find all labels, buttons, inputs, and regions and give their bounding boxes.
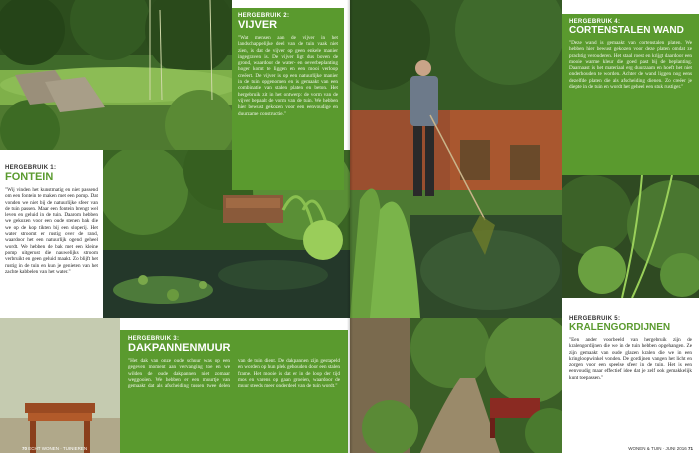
- tip-cortenstalen-title: CORTENSTALEN WAND: [569, 25, 684, 36]
- photo-bead-curtains: [562, 175, 699, 298]
- tip-dakpannen-kicker: HERGEBRUIK 3:: [128, 336, 180, 342]
- tip-dakpannen-text: "Het dak van onze oude schuur was op een gegeven moment aan vervanging toe en we wilden de oude dakpannen niet zomaar weggooien. We hebben er een muurtje van gemaakt dat als afscheiding tussen twee delen van de tuin dient. De dakpannen zijn gestapeld en worden op hun plek gehouden door een stalen frame. Het mooie is dat er in de loop der tijd mos en varens op gaan groeien, waardoor de muur steeds meer onderdeel van de tuin wordt.": [128, 358, 340, 390]
- tip-vijver-kicker: HERGEBRUIK 2:: [238, 13, 290, 19]
- tip-fontein-title: FONTEIN: [5, 171, 54, 183]
- right-page-number: 71: [687, 446, 693, 451]
- photo-lawn-loungers: [0, 0, 232, 150]
- tip-dakpannen-title: DAKPANNENMUUR: [128, 342, 231, 354]
- tip-vijver: [232, 8, 344, 190]
- tip-kralen: [562, 310, 699, 445]
- right-page-footer: [628, 446, 693, 451]
- tip-fontein-kicker: HERGEBRUIK 1:: [5, 165, 57, 171]
- tip-dakpannen: [120, 330, 348, 453]
- tip-cortenstalen-text: "Deze wand is gemaakt van cortenstalen platen. We hebben hier bewust gekozen voor deze platen omdat ze prachtig verouderen. Het staal roest en krijgt daardoor een mooie warme kleur die goed past bij de beplanting. Daarnaast is het materiaal erg duurzaam en hoeft het niet onderhouden te worden. Achter de wand liggen nog eens dezelfde platen die als afscheiding dienen. Zo creëer je diepte in de tuin en wordt het geheel een stuk rustiger.": [569, 40, 692, 91]
- right-page-footer-text: WONEN & TUIN · JUNI 2016: [628, 446, 687, 451]
- photo-tile-table: [0, 318, 120, 453]
- tip-fontein-text: "Wij vinden het kunstmatig en niet passend om een fontein te maken met een pomp. Dat vonden we niet bij de natuurlijke sfeer van de tuin passen. Maar een fontein brengt wel leven en geluid in de tuin. Daarom hebben we gekozen voor een oude stenen bak die we op de kop tikten bij een sloperij. Het water stroomt er rustig over de rand, waardoor het een natuurlijk ogend geheel wordt. We hebben de bak met een kleine pomp uitgerust die nauwelijks stroom verbruikt en geen geluid maakt. Zo blijft het rustig in de tuin en kun je genieten van het zachte kabbelen van het water.": [5, 187, 98, 275]
- tip-cortenstalen-kicker: HERGEBRUIK 4:: [569, 19, 621, 25]
- left-page-footer-text: ECHT WONEN · TUINIEREN: [28, 446, 88, 451]
- tip-vijver-title: VIJVER: [238, 19, 278, 31]
- spine-shadow: [347, 0, 353, 453]
- tip-cortenstalen: [562, 14, 699, 175]
- tip-fontein: [0, 160, 103, 318]
- left-page-footer: [22, 446, 87, 451]
- tip-kralen-text: "Een ander voorbeeld van hergebruik zijn de kralengordijnen die we in de tuin hebben opgehangen. Ze zijn gemaakt van oude glazen kralen die we in een kringloopwinkel vonden. De gordijnen vangen het licht en zorgen voor een speelse sfeer in de tuin. Het is een eenvoudig maar effectief idee dat je zelf ook gemakkelijk kunt toepassen.": [569, 337, 692, 381]
- photo-garden-path: [350, 318, 562, 453]
- tip-kralen-kicker: HERGEBRUIK 5:: [569, 316, 621, 322]
- tip-vijver-text: "Wat mensen aan de vijver in het landschappelijke deel van de tuin vaak niet zien, is dat de vijver op geen enkele manier ingegraven is. De vijver ligt dus boven de grond, waardoor de water- en oeverbeplanting hoger komt te liggen en een mooi verloop creëert. De vijver is op een natuurlijke manier in de tuin opgenomen en is gemaakt van een combinatie van stalen platen en beton. Het hergebruik zit in het ontwerp: de vorm van de vijver bepaalt de vorm van de tuin. We hebben hier bewust gekozen voor een eenvoudige en duurzame constructie.": [238, 35, 338, 117]
- photo-man-pond: [350, 0, 562, 318]
- left-page-number: 70: [22, 446, 28, 451]
- tip-kralen-title: KRALENGORDIJNEN: [569, 322, 671, 333]
